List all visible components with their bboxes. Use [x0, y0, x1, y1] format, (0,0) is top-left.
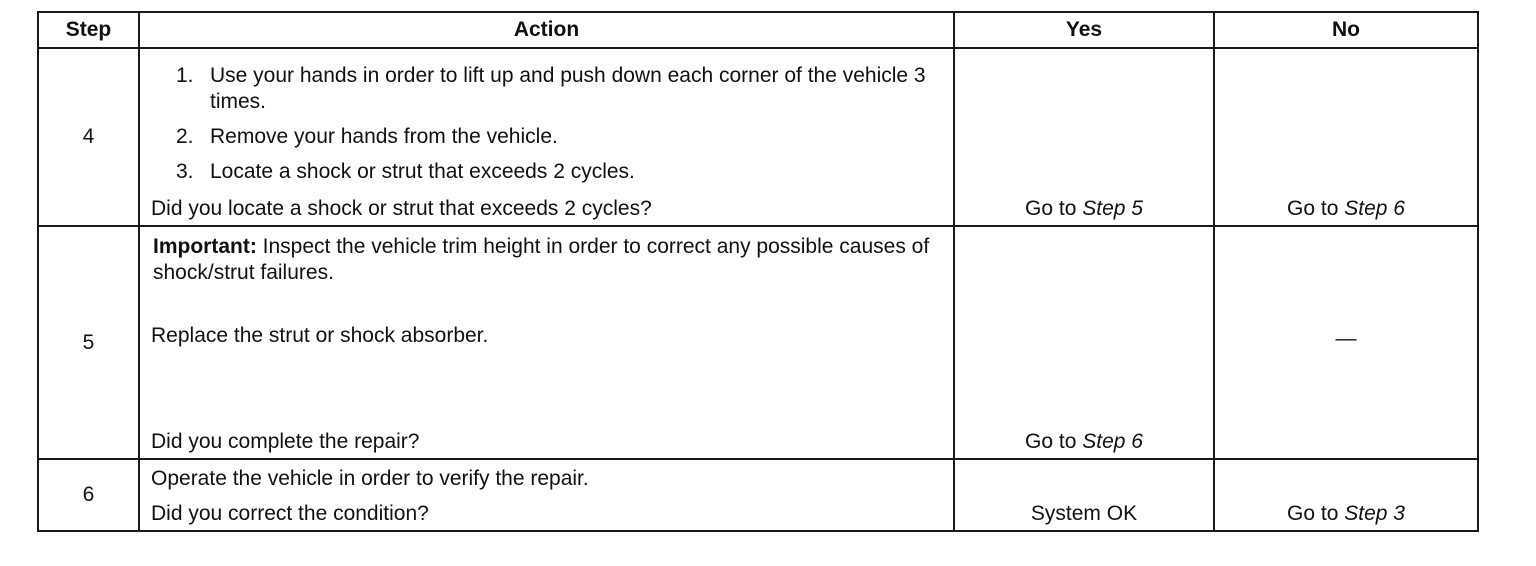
list-item-number: 1.	[176, 64, 194, 87]
question-text: Did you complete the repair?	[151, 430, 420, 453]
step-number: 5	[38, 226, 139, 459]
list-item-text: Locate a shock or strut that exceeds 2 cycles.	[210, 160, 635, 183]
yes-cell	[954, 226, 1214, 459]
list-item-text: Remove your hands from the vehicle.	[210, 125, 558, 148]
no-result	[1215, 197, 1477, 221]
list-item	[150, 159, 943, 185]
no-prefix: Go to	[1287, 197, 1345, 220]
action-cell	[139, 459, 954, 531]
no-cell	[1214, 48, 1478, 226]
question-text: Did you locate a shock or strut that exceeds 2 cycles?	[151, 197, 652, 220]
instruction-text: Replace the strut or shock absorber.	[151, 324, 489, 347]
action-cell	[139, 48, 954, 226]
diagnostic-table	[37, 11, 1479, 532]
header-row	[38, 12, 1478, 48]
yes-cell	[954, 48, 1214, 226]
yes-result: System OK	[1030, 502, 1138, 525]
yes-result	[955, 197, 1213, 221]
table-row-step-5	[38, 226, 1478, 459]
no-result-empty: —	[1335, 327, 1357, 350]
no-step-link: Step 3	[1344, 502, 1405, 525]
list-item-text: Use your hands in order to lift up and push down each corner of the vehicle 3 times.	[210, 64, 926, 113]
list-item	[150, 63, 943, 115]
instruction-text: Operate the vehicle in order to verify the repair.	[151, 467, 589, 490]
table-row-step-6	[38, 459, 1478, 531]
list-item-number: 2.	[176, 125, 194, 148]
step-number: 4	[38, 48, 139, 226]
step-number: 6	[38, 459, 139, 531]
yes-prefix: Go to	[1025, 430, 1083, 453]
action-cell	[139, 226, 954, 459]
instruction-list	[150, 63, 943, 185]
no-prefix: Go to	[1287, 502, 1345, 525]
header-yes: Yes	[954, 12, 1214, 48]
no-cell	[1214, 459, 1478, 531]
header-action: Action	[139, 12, 954, 48]
no-step-link: Step 6	[1344, 197, 1405, 220]
yes-prefix: Go to	[1025, 197, 1083, 220]
list-item-number: 3.	[176, 160, 194, 183]
no-result	[1215, 502, 1477, 526]
header-no: No	[1214, 12, 1478, 48]
question-text: Did you correct the condition?	[151, 502, 429, 525]
list-item	[150, 124, 943, 150]
yes-cell	[954, 459, 1214, 531]
important-note	[153, 234, 933, 286]
yes-step-link: Step 6	[1082, 430, 1143, 453]
yes-result	[955, 430, 1213, 454]
table-row-step-4	[38, 48, 1478, 226]
header-step: Step	[38, 12, 139, 48]
yes-step-link: Step 5	[1082, 197, 1143, 220]
important-text: Inspect the vehicle trim height in order to correct any possible causes of shock/strut failures.	[153, 235, 930, 284]
important-label: Important:	[153, 235, 257, 258]
no-cell	[1214, 226, 1478, 459]
